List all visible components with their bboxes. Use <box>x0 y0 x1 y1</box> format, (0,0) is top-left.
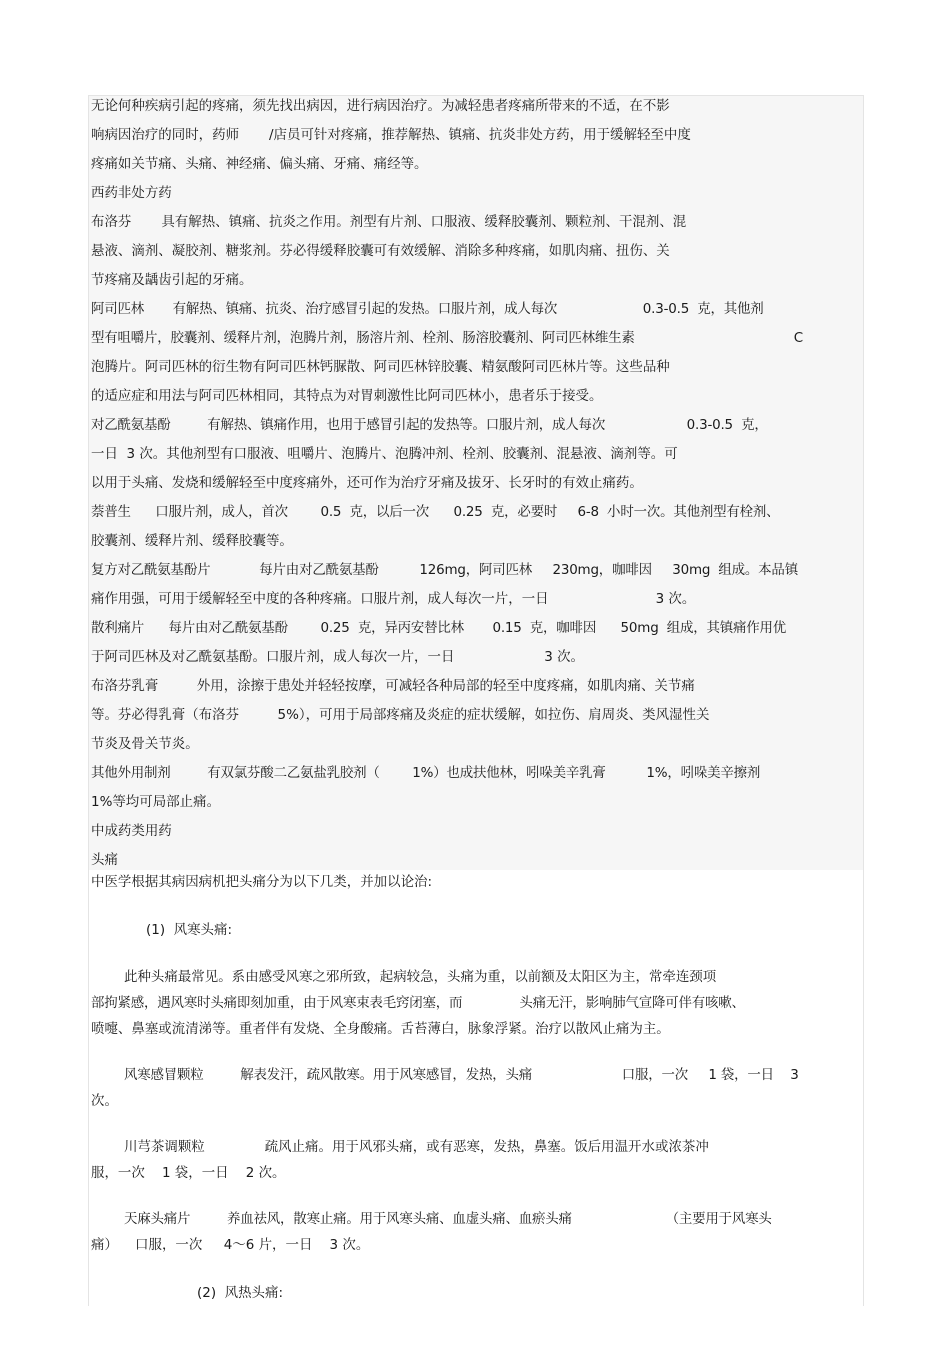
text-line: 疼痛如关节痛、头痛、神经痛、偏头痛、牙痛、痛经等。 <box>91 156 428 172</box>
text-line: 次。 <box>91 1093 118 1109</box>
section-heading: 头痛 <box>91 852 118 868</box>
subsection-heading: (1) 风寒头痛: <box>146 922 233 938</box>
text-line: 悬液、滴剂、凝胶剂、糖浆剂。芬必得缓释胶囊可有效缓解、消除多种疼痛，如肌肉痛、扭伤、关 <box>91 243 670 259</box>
text-line: 胶囊剂、缓释片剂、缓释胶囊等。 <box>91 533 293 549</box>
text-line: 其他外用制剂 有双氯芬酸二乙氨盐乳胶剂（ 1%）也成扶他林，吲哚美辛乳膏 1%，吲哚美辛擦剂 <box>91 765 761 781</box>
text-line: 萘普生 口服片剂，成人，首次 0.5 克，以后一次 0.25 克，必要时 6-8 小时一次。其他剂型有栓剂、 <box>91 504 780 520</box>
text-line: 服，一次 1 袋，一日 2 次。 <box>91 1165 286 1181</box>
text-line: 痛） 口服，一次 4～6 片，一日 3 次。 <box>91 1237 370 1253</box>
subsection-heading: (2) 风热头痛: <box>197 1285 284 1301</box>
text-line: 此种头痛最常见。系由感受风寒之邪所致，起病较急，头痛为重，以前额及太阳区为主，常牵连颈项 <box>124 969 717 985</box>
text-line: 型有咀嚼片，胶囊剂、缓释片剂，泡腾片剂，肠溶片剂、栓剂、肠溶胶囊剂、阿司匹林维生素 C <box>91 330 803 346</box>
text-line: 等。芬必得乳膏（布洛芬 5%），可用于局部疼痛及炎症的症状缓解，如拉伤、肩周炎、类风湿性关 <box>91 707 710 723</box>
text-line: 无论何种疾病引起的疼痛，须先找出病因，进行病因治疗。为减轻患者疼痛所带来的不适，在不影 <box>91 98 670 114</box>
text-line: 响病因治疗的同时，药师 /店员可针对疼痛，推荐解热、镇痛、抗炎非处方药，用于缓解轻至中度 <box>91 127 691 143</box>
section-heading: 西药非处方药 <box>91 185 172 201</box>
text-line: 于阿司匹林及对乙酰氨基酚。口服片剂，成人每次一片，一日 3 次。 <box>91 649 585 665</box>
western-medicine-section <box>89 96 863 870</box>
text-line: 川芎茶调颗粒 疏风止痛。用于风邪头痛，或有恶寒，发热，鼻塞。饭后用温开水或浓茶冲 <box>124 1139 709 1155</box>
text-line: 布洛芬乳膏 外用，涂擦于患处并轻轻按摩，可减轻各种局部的轻至中度疼痛，如肌肉痛、关节痛 <box>91 678 695 694</box>
text-line: 中医学根据其病因病机把头痛分为以下几类，并加以论治: <box>91 874 433 890</box>
text-line: 布洛芬 具有解热、镇痛、抗炎之作用。剂型有片剂、口服液、缓释胶囊剂、颗粒剂、干混剂、混 <box>91 214 687 230</box>
text-line: 阿司匹林 有解热、镇痛、抗炎、治疗感冒引起的发热。口服片剂，成人每次 0.3-0.5 克，其他剂 <box>91 301 764 317</box>
text-line: 泡腾片。阿司匹林的衍生物有阿司匹林钙脲散、阿司匹林锌胶囊、精氨酸阿司匹林片等。这些品种 <box>91 359 670 375</box>
text-line: 节炎及骨关节炎。 <box>91 736 199 752</box>
document-page <box>88 95 864 1306</box>
text-line: 喷嚏、鼻塞或流清涕等。重者伴有发烧、全身酸痛。舌苔薄白，脉象浮紧。治疗以散风止痛为主。 <box>91 1021 670 1037</box>
text-line: 以用于头痛、发烧和缓解轻至中度疼痛外，还可作为治疗牙痛及拔牙、长牙时的有效止痛药。 <box>91 475 643 491</box>
text-line: 一日 3 次。其他剂型有口服液、咀嚼片、泡腾片、泡腾冲剂、栓剂、胶囊剂、混悬液、滴剂等。可 <box>91 446 678 462</box>
text-line: 对乙酰氨基酚 有解热、镇痛作用，也用于感冒引起的发热等。口服片剂，成人每次 0.3-0.5 克， <box>91 417 768 433</box>
text-line: 复方对乙酰氨基酚片 每片由对乙酰氨基酚 126mg，阿司匹林 230mg，咖啡因 30mg 组成。本品镇 <box>91 562 798 578</box>
text-line: 1%等均可局部止痛。 <box>91 794 221 810</box>
text-line: 节疼痛及龋齿引起的牙痛。 <box>91 272 253 288</box>
text-line: 痛作用强，可用于缓解轻至中度的各种疼痛。口服片剂，成人每次一片，一日 3 次。 <box>91 591 696 607</box>
text-line: 风寒感冒颗粒 解表发汗，疏风散寒。用于风寒感冒，发热，头痛 口服，一次 1 袋，一日 3 <box>124 1067 799 1083</box>
text-line: 散利痛片 每片由对乙酰氨基酚 0.25 克，异丙安替比林 0.15 克，咖啡因 50mg 组成，其镇痛作用优 <box>91 620 787 636</box>
text-line: 的适应症和用法与阿司匹林相同，其特点为对胃刺激性比阿司匹林小，患者乐于接受。 <box>91 388 603 404</box>
text-line: 天麻头痛片 养血祛风，散寒止痛。用于风寒头痛、血虚头痛、血瘀头痛 （主要用于风寒头 <box>124 1211 772 1227</box>
section-heading: 中成药类用药 <box>91 823 172 839</box>
text-line: 部拘紧感，遇风寒时头痛即刻加重，由于风寒束表毛窍闭塞，而 头痛无汗，影响肺气宣降可伴有咳嗽、 <box>91 995 745 1011</box>
